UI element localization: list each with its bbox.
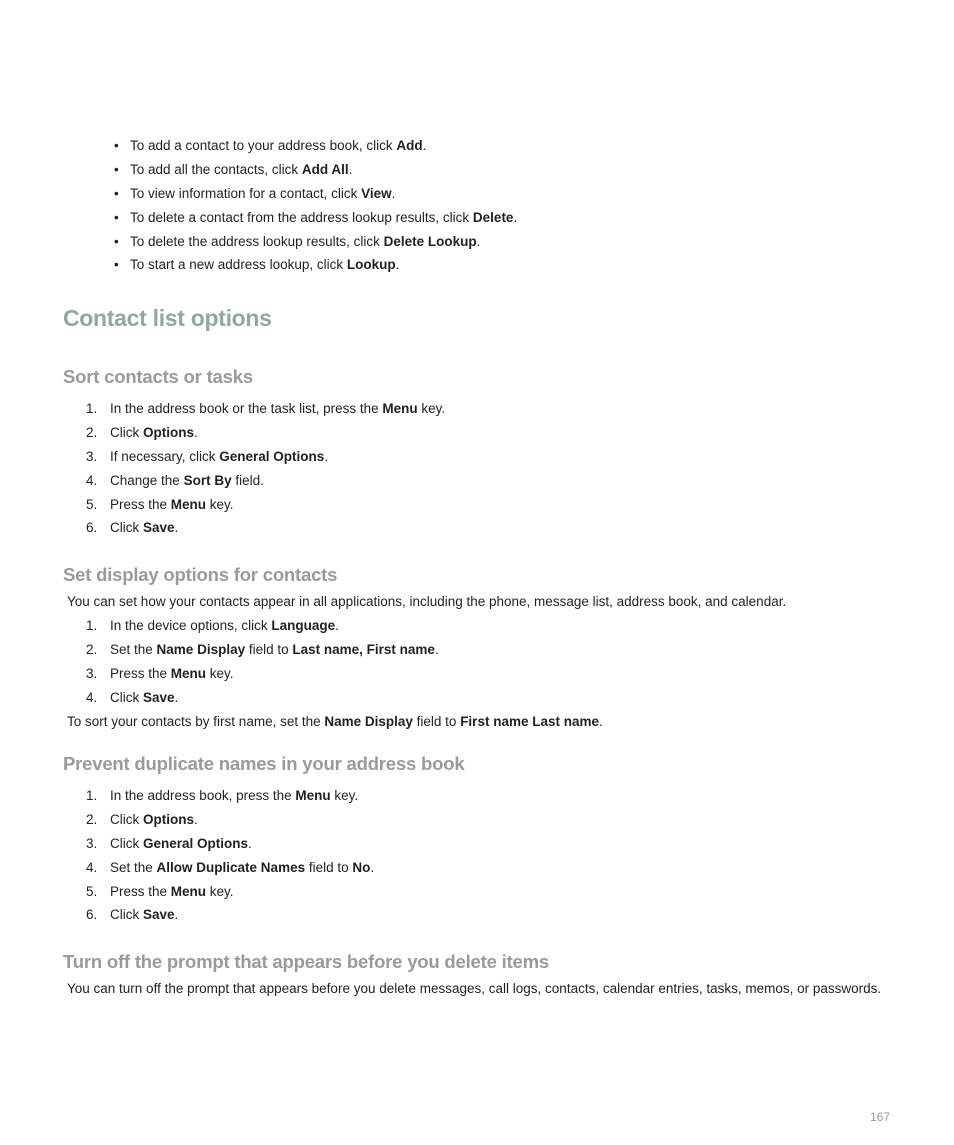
page-number: 167: [870, 1110, 891, 1124]
list-item: 2. Set the Name Display field to Last name, First name.: [86, 641, 439, 657]
list-item: 6. Click Save.: [86, 520, 179, 536]
list-item: • To add a contact to your address book, click Add.: [112, 134, 954, 158]
display-intro-text: You can set how your contacts appear in all applications, including the phone, message list, address book, and calendar.: [67, 594, 787, 609]
section-heading-sort: Sort contacts or tasks: [63, 366, 253, 387]
list-item: 2. Click Options.: [86, 811, 198, 827]
list-item: • To view information for a contact, click View.: [112, 182, 954, 206]
section-heading-prompt: Turn off the prompt that appears before you delete items: [63, 951, 549, 972]
list-item: 3. Click General Options.: [86, 835, 252, 851]
list-item: 1. In the device options, click Language.: [86, 618, 339, 633]
list-item: 4. Set the Allow Duplicate Names field to No.: [86, 859, 375, 875]
intro-bullet-list: [112, 134, 954, 277]
duplicates-steps-list: [86, 784, 374, 927]
list-item: • To delete the address lookup results, click Delete Lookup.: [112, 230, 954, 254]
list-item: 2. Click Options.: [86, 424, 198, 440]
prompt-intro-text: You can turn off the prompt that appears before you delete messages, call logs, contacts, calendar entries, tasks, memos, or passwords.: [67, 981, 882, 996]
list-item: 5. Press the Menu key.: [86, 496, 234, 512]
list-item: 5. Press the Menu key.: [86, 883, 234, 899]
section-heading-duplicates: Prevent duplicate names in your address book: [63, 753, 465, 774]
sort-steps-list: [86, 397, 445, 540]
list-item: 6. Click Save.: [86, 907, 179, 923]
list-item: 4. Change the Sort By field.: [86, 472, 264, 488]
list-item: 1. In the address book, press the Menu key.: [86, 788, 359, 803]
display-note-text: To sort your contacts by first name, set the Name Display field to First name Last name.: [67, 714, 603, 729]
list-item: 3. Press the Menu key.: [86, 665, 234, 681]
list-item: 3. If necessary, click General Options.: [86, 448, 329, 464]
list-item: 1. In the address book or the task list, press the Menu key.: [86, 401, 446, 416]
list-item: • To delete a contact from the address lookup results, click Delete.: [112, 206, 954, 230]
list-item: 4. Click Save.: [86, 689, 179, 705]
display-steps-list: [86, 614, 439, 710]
list-item: • To start a new address lookup, click Lookup.: [112, 253, 954, 277]
main-heading: Contact list options: [63, 305, 272, 331]
list-item: • To add all the contacts, click Add All.: [112, 158, 954, 182]
section-heading-display: Set display options for contacts: [63, 564, 338, 585]
